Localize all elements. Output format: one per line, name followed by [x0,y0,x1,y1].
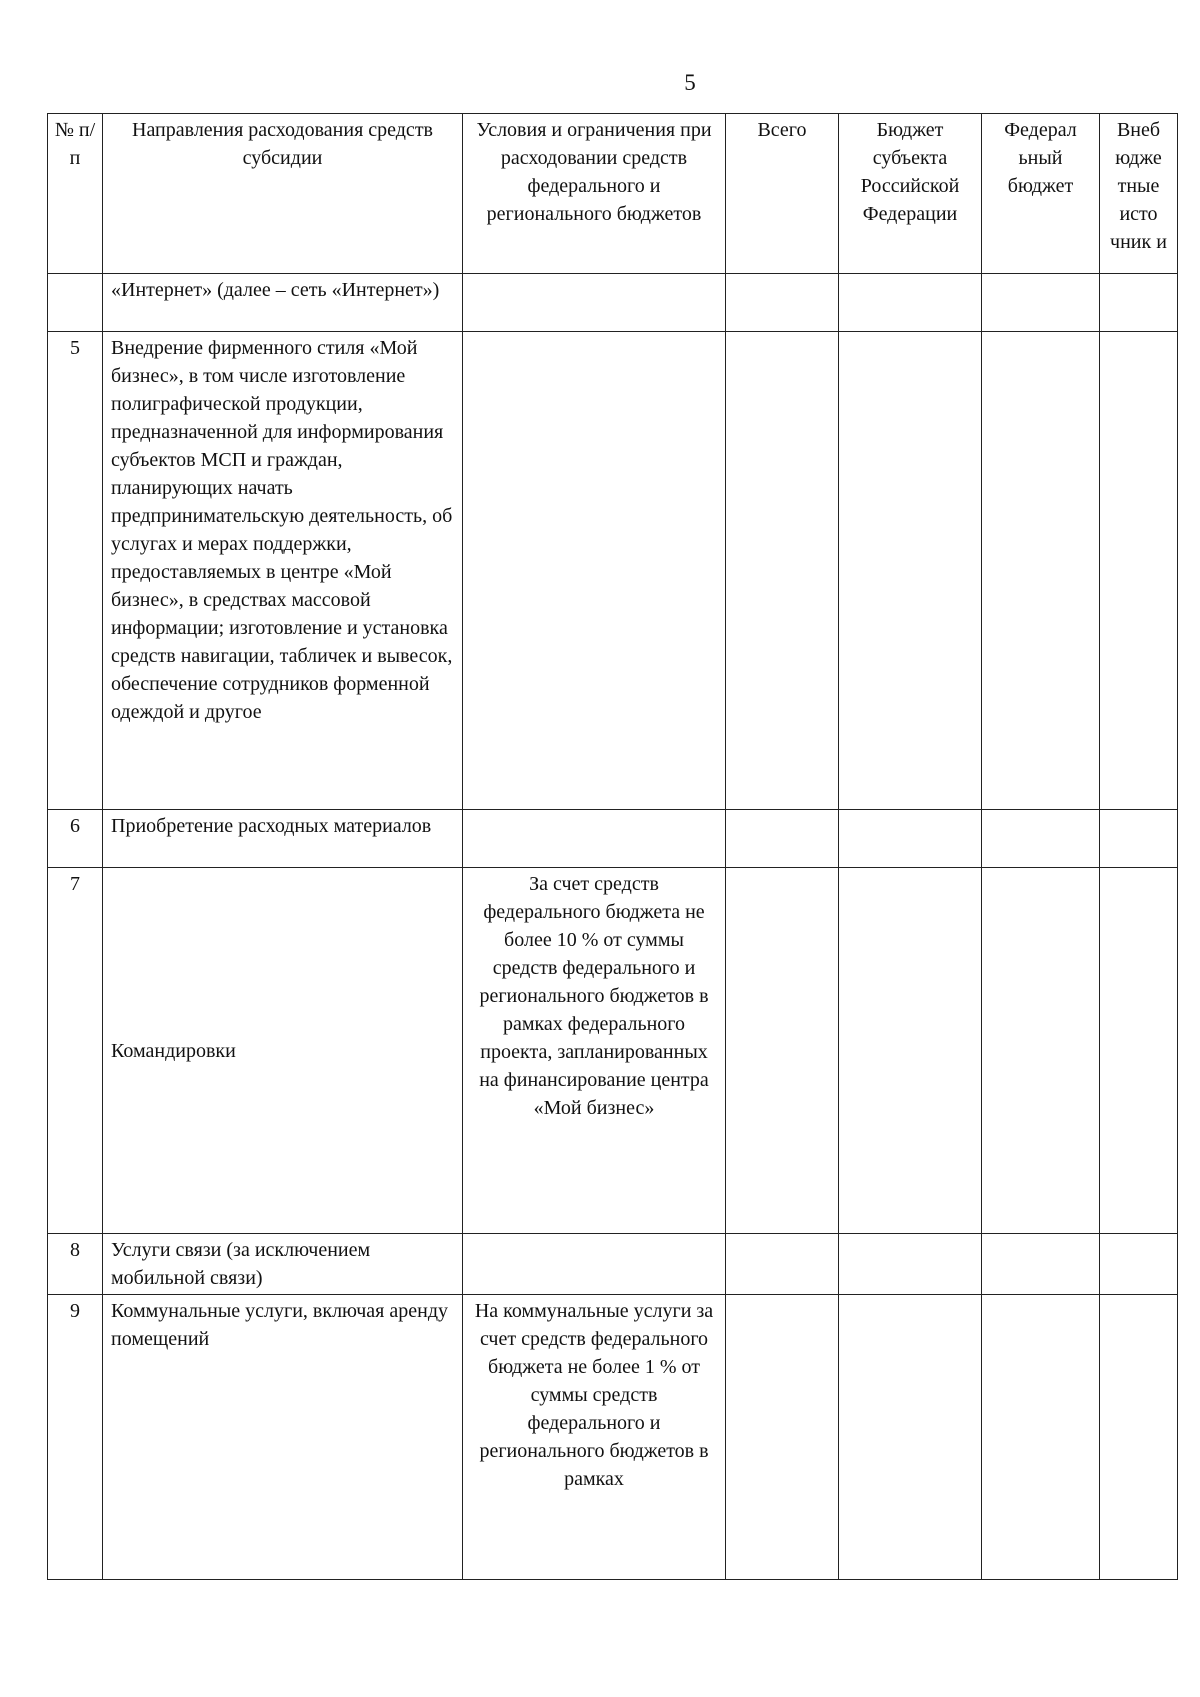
row-extrabudgetary [1100,1295,1178,1580]
row-direction: Внедрение фирменного стиля «Мой бизнес», в том числе изготовление полиграфической продукции, предназначенной для информирования субъектов МСП и граждан, планирующих начать предпринимательскую деятельность, об услугах и мерах поддержки, предоставляемых в центре «Мой бизнес», в средствах массовой информации; изготовление и установка средств навигации, табличек и вывесок, обеспечение сотрудников форменной одеждой и другое [103,332,463,810]
row-number [48,274,103,332]
row-conditions: За счет средств федерального бюджета не более 10 % от суммы средств федерального и регионального бюджетов в рамках федерального проекта, запланированных на финансирование центра «Мой бизнес» [463,868,726,1234]
row-number: 5 [48,332,103,810]
row-extrabudgetary [1100,332,1178,810]
row-regional-budget [839,1234,982,1295]
header-regional-budget: Бюджет субъекта Российской Федерации [839,114,982,274]
row-federal-budget [982,868,1100,1234]
row-extrabudgetary [1100,1234,1178,1295]
row-regional-budget [839,810,982,868]
row-regional-budget [839,274,982,332]
subsidy-expenditure-table [47,113,1178,1580]
row-total [726,1295,839,1580]
header-extrabudgetary: Внеб юдже тные исто чник и [1100,114,1178,274]
row-number: 7 [48,868,103,1234]
table-row [48,332,1178,810]
row-regional-budget [839,868,982,1234]
row-conditions [463,810,726,868]
row-conditions [463,1234,726,1295]
row-total [726,274,839,332]
row-extrabudgetary [1100,810,1178,868]
table-row [48,1234,1178,1295]
row-federal-budget [982,274,1100,332]
row-total [726,868,839,1234]
row-number: 8 [48,1234,103,1295]
row-number: 9 [48,1295,103,1580]
row-conditions [463,332,726,810]
row-federal-budget [982,810,1100,868]
row-number: 6 [48,810,103,868]
header-conditions: Условия и ограничения при расходовании средств федерального и регионального бюджетов [463,114,726,274]
row-regional-budget [839,332,982,810]
header-number: № п/ п [48,114,103,274]
table-row [48,868,1178,1234]
row-extrabudgetary [1100,868,1178,1234]
row-federal-budget [982,332,1100,810]
table-row [48,810,1178,868]
table-row [48,274,1178,332]
row-regional-budget [839,1295,982,1580]
row-direction: Приобретение расходных материалов [103,810,463,868]
table-row [48,1295,1178,1580]
row-total [726,332,839,810]
row-conditions: На коммунальные услуги за счет средств федерального бюджета не более 1 % от суммы средств федерального и регионального бюджетов в рамках [463,1295,726,1580]
table-header-row [48,114,1178,274]
row-direction: Коммунальные услуги, включая аренду помещений [103,1295,463,1580]
row-total [726,1234,839,1295]
header-direction: Направления расходования средств субсидии [103,114,463,274]
row-direction: Командировки [103,868,463,1234]
row-extrabudgetary [1100,274,1178,332]
page-number: 5 [684,70,696,95]
row-total [726,810,839,868]
row-direction: Услуги связи (за исключением мобильной связи) [103,1234,463,1295]
header-total: Всего [726,114,839,274]
row-federal-budget [982,1295,1100,1580]
row-conditions [463,274,726,332]
header-federal-budget: Федерал ьный бюджет [982,114,1100,274]
row-federal-budget [982,1234,1100,1295]
row-direction: «Интернет» (далее – сеть «Интернет») [103,274,463,332]
